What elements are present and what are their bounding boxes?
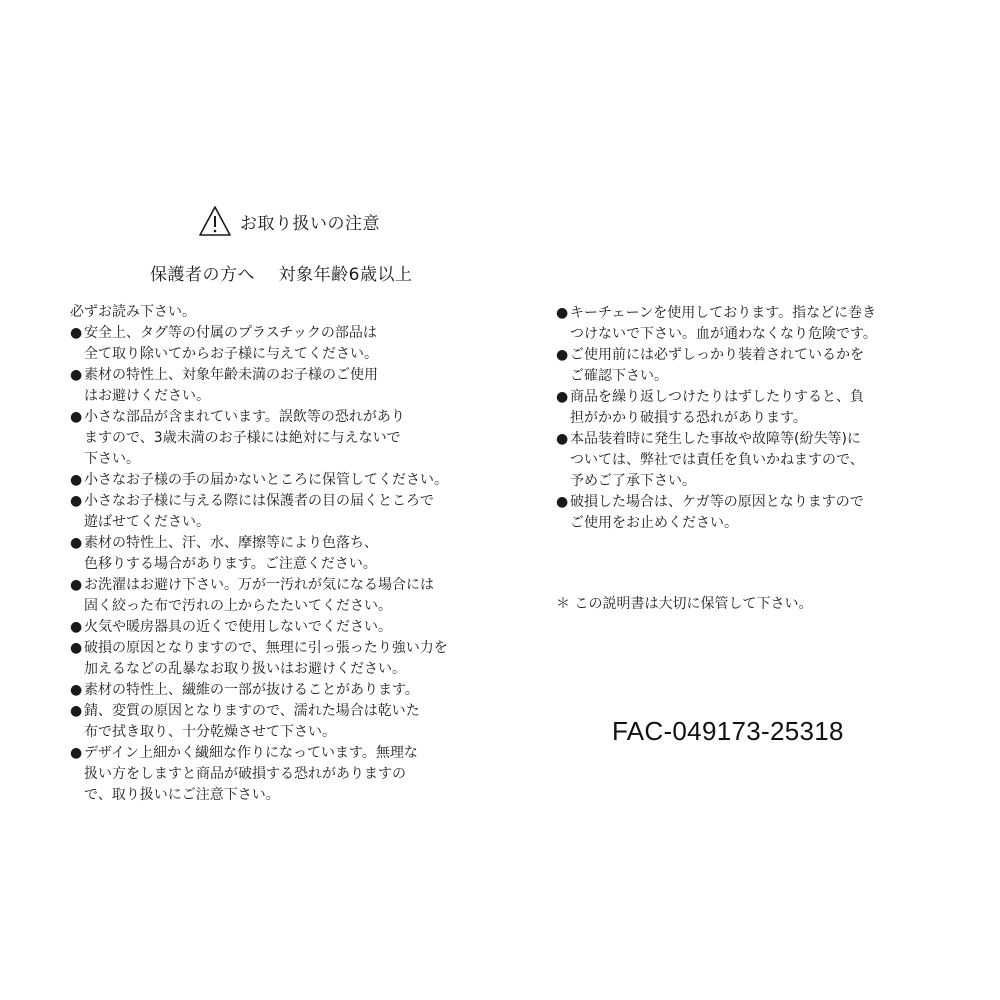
caution-title: お取り扱いの注意 xyxy=(240,213,380,234)
caution-item xyxy=(70,638,470,680)
caution-text-line: 下さい。 xyxy=(84,451,140,467)
caution-item xyxy=(70,701,470,743)
left-caution-list xyxy=(70,323,470,806)
right-caution-column xyxy=(556,303,936,534)
bullet-icon: ● xyxy=(70,409,83,425)
caution-item xyxy=(70,407,470,470)
caution-item xyxy=(70,575,470,617)
bullet-icon: ● xyxy=(556,305,569,321)
caution-item xyxy=(70,491,470,533)
caution-text-line: お洗濯はお避け下さい。万が一汚れが気になる場合には xyxy=(84,577,434,593)
caution-text-line: 素材の特性上、対象年齢未満のお子様のご使用 xyxy=(84,367,378,383)
bullet-icon: ● xyxy=(70,493,83,509)
caution-text-line: 予めご了承下さい。 xyxy=(570,473,696,489)
caution-text-line: で、取り扱いにご注意下さい。 xyxy=(84,787,280,803)
bullet-icon: ● xyxy=(70,367,83,383)
caution-item xyxy=(556,429,936,492)
bullet-icon: ● xyxy=(70,619,83,635)
caution-text-line: 担がかかり破損する恐れがあります。 xyxy=(570,410,807,426)
bullet-icon: ● xyxy=(70,577,83,593)
caution-text-line: ご使用前には必ずしっかり装着されているかを xyxy=(570,347,864,363)
caution-text-line: 全て取り除いてからお子様に与えてください。 xyxy=(84,346,378,362)
bullet-icon: ● xyxy=(556,389,569,405)
bullet-icon: ● xyxy=(70,640,83,656)
bullet-icon: ● xyxy=(70,535,83,551)
caution-item xyxy=(556,387,936,429)
caution-text-line: 小さなお子様の手の届かないところに保管してください。 xyxy=(84,472,448,488)
caution-item xyxy=(70,533,470,575)
caution-item xyxy=(70,365,470,407)
caution-text-line: 錆、変質の原因となりますので、濡れた場合は乾いた xyxy=(84,703,420,719)
caution-text-line: 商品を繰り返しつけたりはずしたりすると、負 xyxy=(570,389,864,405)
caution-item xyxy=(556,345,936,387)
bullet-icon: ● xyxy=(556,347,569,363)
target-age-label: 対象年齢6歳以上 xyxy=(278,265,413,285)
caution-text-line: 小さな部品が含まれています。誤飲等の恐れがあり xyxy=(84,409,405,425)
bullet-icon: ● xyxy=(70,703,83,719)
caution-text-line: 固く絞った布で汚れの上からたたいてください。 xyxy=(84,598,392,614)
bullet-icon: ● xyxy=(70,325,83,341)
caution-item xyxy=(70,323,470,365)
bullet-icon: ● xyxy=(556,431,569,447)
caution-text-line: 加えるなどの乱暴なお取り扱いはお避けください。 xyxy=(84,661,406,677)
caution-text-line: つけないで下さい。血が通わなくなり危険です。 xyxy=(570,326,877,342)
caution-text-line: 布で拭き取り、十分乾燥させて下さい。 xyxy=(84,724,336,740)
caution-text-line: 扱い方をしますと商品が破損する恐れがありますの xyxy=(84,766,406,782)
caution-text-line: 遊ばせてください。 xyxy=(84,514,210,530)
caution-text-line: 素材の特性上、汗、水、摩擦等により色落ち、 xyxy=(84,535,378,551)
caution-text-line: ご使用をお止めください。 xyxy=(570,515,738,531)
caution-item xyxy=(70,617,470,638)
caution-text-line: 小さなお子様に与える際には保護者の目の届くところで xyxy=(84,493,434,509)
caution-text-line: 安全上、タグ等の付属のプラスチックの部品は xyxy=(84,325,377,341)
caution-item xyxy=(556,303,936,345)
caution-text-line: デザイン上細かく繊細な作りになっています。無理な xyxy=(84,745,418,761)
caution-text-line: 火気や暖房器具の近くで使用しないでください。 xyxy=(84,619,392,635)
left-caution-column xyxy=(70,302,470,806)
product-code: FAC-049173-25318 xyxy=(612,716,844,746)
keep-manual-note: ＊ この説明書は大切に保管して下さい。 xyxy=(556,596,813,612)
bullet-icon: ● xyxy=(70,745,83,761)
bullet-icon: ● xyxy=(70,682,83,698)
caution-item xyxy=(70,470,470,491)
caution-text-line: 本品装着時に発生した事故や故障等(紛失等)に xyxy=(570,431,861,447)
caution-text-line: 破損した場合は、ケガ等の原因となりますので xyxy=(570,494,864,510)
target-age-line xyxy=(150,260,412,285)
caution-text-line: 破損の原因となりますので、無理に引っ張ったり強い力を xyxy=(84,640,448,656)
guardian-label: 保護者の方へ xyxy=(150,265,255,285)
caution-text-line: ご確認下さい。 xyxy=(570,368,668,384)
right-caution-list xyxy=(556,303,936,534)
caution-header xyxy=(198,205,380,237)
caution-text-line: キーチェーンを使用しております。指などに巻き xyxy=(570,305,877,321)
caution-item xyxy=(556,492,936,534)
bullet-icon: ● xyxy=(70,472,83,488)
caution-text-line: ついては、弊社では責任を負いかねますので、 xyxy=(570,452,864,468)
caution-text-line: 素材の特性上、繊維の一部が抜けることがあります。 xyxy=(84,682,419,698)
caution-text-line: はお避けください。 xyxy=(84,388,210,404)
warning-triangle-icon xyxy=(198,205,232,237)
caution-item xyxy=(70,680,470,701)
read-first-text: 必ずお読み下さい。 xyxy=(70,304,196,320)
bullet-icon: ● xyxy=(556,494,569,510)
caution-item xyxy=(70,743,470,806)
caution-text-line: 色移りする場合があります。ご注意ください。 xyxy=(84,556,377,572)
caution-text-line: ますので、3歳未満のお子様には絶対に与えないで xyxy=(84,430,401,446)
